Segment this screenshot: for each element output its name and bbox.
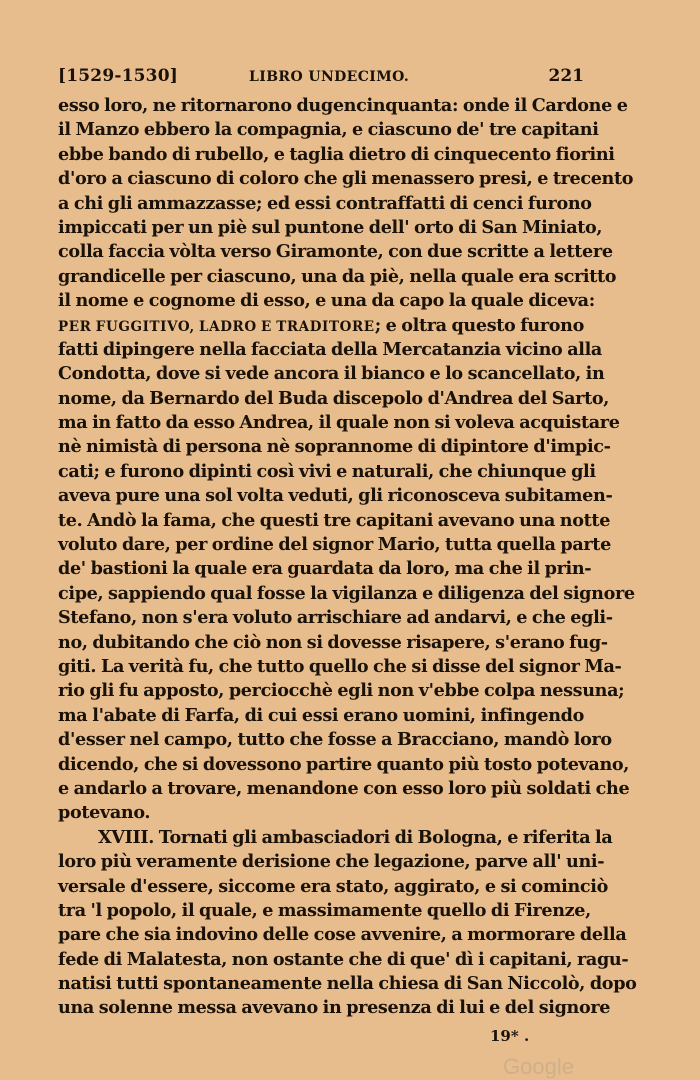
text-line: nome, da Bernardo del Buda discepolo d'Andrea del Sarto, xyxy=(58,387,610,409)
body-text xyxy=(58,94,637,1021)
text-line: grandicelle per ciascuno, una da piè, nella quale era scritto xyxy=(58,265,617,287)
text-line: aveva pure una sol volta veduti, gli riconosceva subitamen- xyxy=(58,485,613,507)
text-line: versale d'essere, siccome era stato, aggirato, e si cominciò xyxy=(58,875,608,897)
text-line: Stefano, non s'era voluto arrischiare ad andarvi, e che egli- xyxy=(58,607,613,629)
page-number: 221 xyxy=(548,66,584,86)
text-line: loro più veramente derisione che legazione, parve all' uni- xyxy=(58,851,605,873)
text-line: d'oro a ciascuno di coloro che gli menassero presi, e trecento xyxy=(58,168,634,190)
text-line: impiccati per un piè sul puntone dell' orto di San Miniato, xyxy=(58,216,603,238)
text-line: fatti dipingere nella facciata della Mercatanzia vicino alla xyxy=(58,338,602,360)
text-line: ebbe bando di rubello, e taglia dietro di cinquecento fiorini xyxy=(58,143,615,165)
text-line: tra 'l popolo, il quale, e massimamente quello di Firenze, xyxy=(58,899,591,921)
text-line: dicendo, che si dovessono partire quanto più tosto potevano, xyxy=(58,753,630,775)
text-line: fede di Malatesta, non ostante che di que' dì i capitani, ragu- xyxy=(58,948,629,970)
text-line: il Manzo ebbero la compagnia, e ciascuno de' tre capitani xyxy=(58,119,599,141)
text-line: ma l'abate di Farfa, di cui essi erano uomini, infingendo xyxy=(58,704,584,726)
text-line: giti. La verità fu, che tutto quello che si disse del signor Ma- xyxy=(58,655,622,677)
text-line: Condotta, dove si vede ancora il bianco e lo scancellato, in xyxy=(58,363,605,385)
text-line: pare che sia indovino delle cose avvenire, a mormorare della xyxy=(58,924,627,946)
text-line-tail: ; e oltra questo furono xyxy=(374,314,584,336)
text-line: a chi gli ammazzasse; ed essi contraffatti di cenci furono xyxy=(58,192,592,214)
text-line: nè nimistà di persona nè soprannome di dipintore d'impic- xyxy=(58,436,611,458)
text-line: de' bastioni la quale era guardata da loro, ma che il prin- xyxy=(58,558,592,580)
header-book-title: LIBRO UNDECIMO. xyxy=(249,69,410,85)
google-watermark: Google xyxy=(503,1054,574,1079)
text-line: rio gli fu apposto, perciocchè egli non v'ebbe colpa nessuna; xyxy=(58,680,625,702)
text-line: natisi tutti spontaneamente nella chiesa di San Niccolò, dopo xyxy=(58,973,637,995)
running-header xyxy=(58,62,584,94)
text-line: cati; e furono dipinti così vivi e naturali, che chiunque gli xyxy=(58,460,596,482)
text-line-with-small-caps xyxy=(58,314,584,338)
text-line: una solenne messa avevano in presenza di lui e del signore xyxy=(58,997,611,1019)
text-line: te. Andò la fama, che questi tre capitani avevano una notte xyxy=(58,509,611,531)
text-line: voluto dare, per ordine del signor Mario, tutta quella parte xyxy=(58,534,611,556)
page xyxy=(58,62,637,1021)
small-caps-inscription: PER FUGGITIVO, LADRO E TRADITORE xyxy=(58,318,375,335)
text-line: il nome e cognome di esso, e una da capo la quale diceva: xyxy=(58,290,595,312)
text-line: cipe, sappiendo qual fosse la vigilanza e diligenza del signore xyxy=(58,582,635,604)
text-line: d'esser nel campo, tutto che fosse a Bracciano, mandò loro xyxy=(58,729,612,751)
text-line: colla faccia vòlta verso Giramonte, con due scritte a lettere xyxy=(58,241,613,263)
signature-mark: 19* . xyxy=(490,1027,530,1045)
text-line: ma in fatto da esso Andrea, il quale non si voleva acquistare xyxy=(58,412,620,434)
header-year-range: [1529-1530] xyxy=(58,66,178,86)
text-line: e andarlo a trovare, menandone con esso loro più soldati che xyxy=(58,777,630,799)
section-heading-line: XVIII. Tornati gli ambasciadori di Bologna, e riferita la xyxy=(98,826,613,848)
text-line-paragraph-end: potevano. xyxy=(58,802,151,824)
text-line: no, dubitando che ciò non si dovesse risapere, s'erano fug- xyxy=(58,631,608,653)
text-line: esso loro, ne ritornarono dugencinquanta: onde il Cardone e xyxy=(58,95,628,116)
